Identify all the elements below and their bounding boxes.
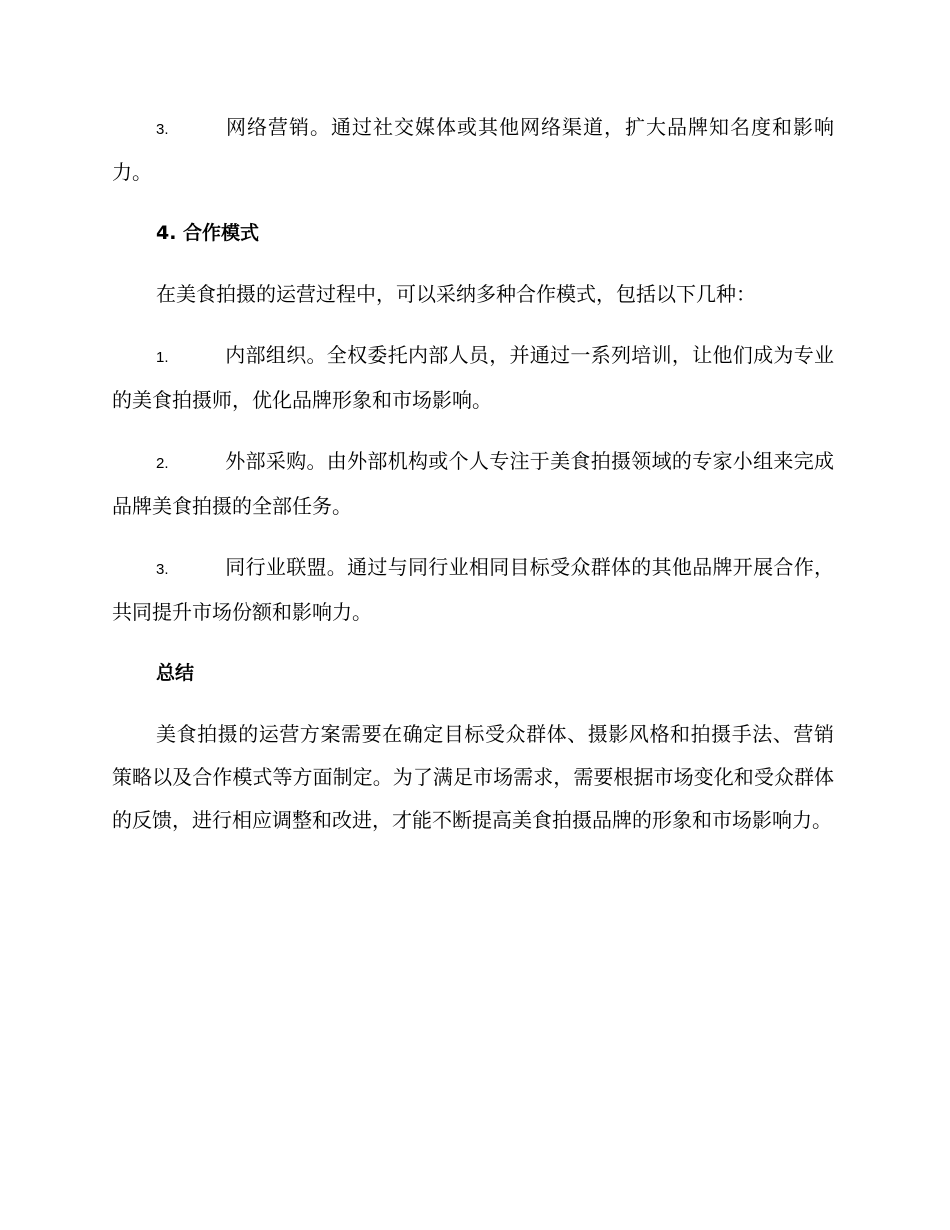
document-page xyxy=(112,106,834,860)
list-item-industry-alliance xyxy=(112,546,834,634)
list-number: 3. xyxy=(156,561,169,578)
paragraph-cooperation-intro: 在美食拍摄的运营过程中，可以采纳多种合作模式，包括以下几种： xyxy=(156,282,756,306)
list-item-text: 内部组织。全权委托内部人员，并通过一系列培训，让他们成为专业的美食拍摄师，优化品牌形象和市场影响。 xyxy=(112,343,834,412)
list-item-text: 同行业联盟。通过与同行业相同目标受众群体的其他品牌开展合作，共同提升市场份额和影响力。 xyxy=(112,555,834,624)
paragraph-summary: 美食拍摄的运营方案需要在确定目标受众群体、摄影风格和拍摄手法、营销策略以及合作模式等方面制定。为了满足市场需求，需要根据市场变化和受众群体的反馈，进行相应调整和改进，才能不断提高美食拍摄品牌的形象和市场影响力。 xyxy=(112,722,834,832)
list-item-network-marketing xyxy=(112,106,834,194)
list-number: 3. xyxy=(156,121,169,138)
list-number: 2. xyxy=(156,455,169,472)
list-number: 1. xyxy=(156,349,169,366)
list-item-text: 网络营销。通过社交媒体或其他网络渠道，扩大品牌知名度和影响力。 xyxy=(112,115,834,184)
list-item-internal-organization xyxy=(112,334,834,422)
section-heading-cooperation-model: 4. 合作模式 xyxy=(156,222,260,244)
section-heading-summary: 总结 xyxy=(156,662,195,684)
list-item-text: 外部采购。由外部机构或个人专注于美食拍摄领域的专家小组来完成品牌美食拍摄的全部任务。 xyxy=(112,449,834,518)
list-item-external-procurement xyxy=(112,440,834,528)
